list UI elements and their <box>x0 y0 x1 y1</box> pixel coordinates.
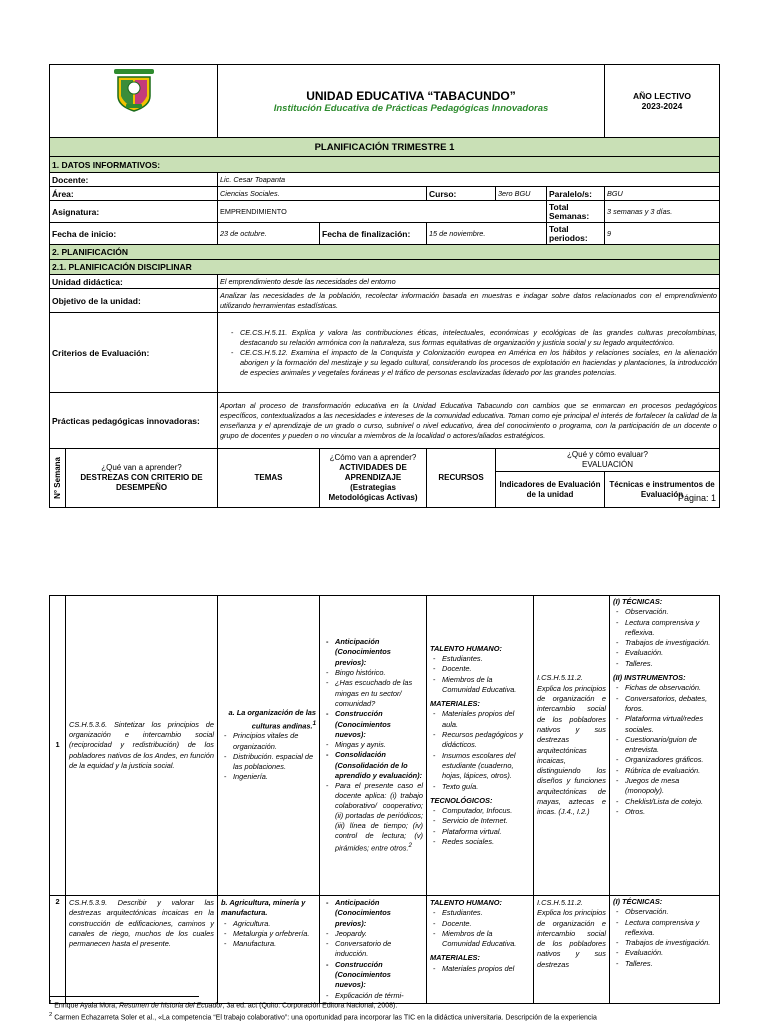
tecnicas-cell <box>610 596 720 896</box>
col-destrezas-question: ¿Qué van a aprender? <box>101 463 182 472</box>
year-value: 2023-2024 <box>641 101 683 111</box>
area-label: Área: <box>50 187 218 201</box>
criterio-item: - CE.CS.H.5.11. Explica y valora las contribuciones éticas, intelectuales, económicas y ecológicas de las grandes culturas precolombinas, destacando su relación armónica con la naturaleza, sus formas equitativas de organización y justicia social y su legado arquitectónico. <box>240 328 717 348</box>
list-item: - Otros. <box>625 807 716 817</box>
school-name: UNIDAD EDUCATIVA “TABACUNDO” <box>306 88 516 103</box>
list-item: - Talleres. <box>625 959 716 969</box>
actividades-cell <box>320 596 427 896</box>
list-item: - Observación. <box>625 607 716 617</box>
list-item: - Estudiantes. <box>442 654 530 664</box>
asignatura-label: Asignatura: <box>50 201 218 223</box>
list-item: - Ingeniería. <box>233 772 316 782</box>
list-item: - Distribución. espacial de las poblaciones. <box>233 752 316 773</box>
recursos-cell <box>427 596 534 896</box>
footnote-text: , 3a ed. act (Quito: Corporación Editora Nacional, 2008). <box>222 1002 398 1010</box>
list-item: - ¿Has escuchado de las mingas en tu sector/ comunidad? <box>335 678 423 709</box>
list-item: - Servicio de Internet. <box>442 816 530 826</box>
plan-title: PLANIFICACIÓN TRIMESTRE 1 <box>50 138 720 157</box>
practicas-label: Prácticas pedagógicas innovadoras: <box>50 393 218 449</box>
school-logo-icon <box>112 68 156 112</box>
practicas-value: Aportan al proceso de transformación educativa en la Unidad Educativa Tabacundo con cambios que se enmarcan en procesos pedagógicos específicos, contextualizados a las necesidades e intereses de la comunidad educativa. Toman como eje principal el interés de fortalecer la calidad de la enseñanza y el aprendizaje de un grado o curso, subnivel o nivel educativo, área del conocimiento o programa, con la participación de un docente o grupo de docentes y pueden o no vincular a miembros de la localidad o actores/aliados estratégicos. <box>218 393 720 449</box>
page-number: Página: 1 <box>677 493 716 503</box>
footnote-text: Carmen Echazarreta Soler et al., «La competencia “El trabajo colaborativo”: una oportunidad para incorporar las TIC en la didáctica universitaria. Descripción de la experiencia <box>54 1014 597 1022</box>
footnote-number: 1 <box>49 1000 53 1006</box>
list-item: - Insumos escolares del estudiante (cuaderno, hojas, lápices, otros). <box>442 751 530 782</box>
objetivo-label: Objetivo de la unidad: <box>50 289 218 313</box>
recursos-talento: TALENTO HUMANO: <box>430 898 502 907</box>
recursos-talento: TALENTO HUMANO: <box>430 643 502 653</box>
list-item: - Lectura comprensiva y reflexiva. <box>625 618 716 639</box>
destreza-text: CS.H.5.3.6. Sintetizar los principios de organización e intercambio social (reciprocidad y redistribución) de los pobladores nativos de los Andes, en función de la equidad y la justicia social. <box>66 596 218 896</box>
list-item: - Miembros de la Comunidad Educativa. <box>442 929 530 950</box>
col-actividades-title: ACTIVIDADES DE APRENDIZAJE (Estrategias Metodológicas Activas) <box>328 463 418 502</box>
table-row <box>50 896 720 1004</box>
paralelo-label: Paralelo/s: <box>547 187 605 201</box>
list-item: - Redes sociales. <box>442 837 530 847</box>
list-item: - Cheklist/Lista de cotejo. <box>625 797 716 807</box>
list-item: - Conversatorios, debates, foros. <box>625 694 716 715</box>
docente-label: Docente: <box>50 173 218 187</box>
fin-label: Fecha de finalización: <box>320 223 427 245</box>
fin-value: 15 de noviembre. <box>427 223 547 245</box>
list-item: - Trabajos de investigación. <box>625 638 716 648</box>
col-tecnicas: Técnicas e instrumentos de Evaluación <box>605 472 720 508</box>
list-item: - Miembros de la Comunidad Educativa. <box>442 675 530 696</box>
list-item: - Cuestionario/guion de entrevista. <box>625 735 716 756</box>
col-evaluacion-question: ¿Qué y cómo evaluar? <box>567 450 648 459</box>
objetivo-value: Analizar las necesidades de la población, recolectar información basada en muestras e indagar sobre datos relacionados con el emprendimiento utilizando herramientas estadísticas. <box>218 289 720 313</box>
inicio-label: Fecha de inicio: <box>50 223 218 245</box>
paralelo-value: BGU <box>605 187 720 201</box>
list-item: - Bingo histórico. <box>335 668 423 678</box>
tecnicas-title: (I) TÉCNICAS: <box>613 897 663 906</box>
list-item: - Mingas y aynis. <box>335 740 423 750</box>
tecnicas-cell <box>610 896 720 1004</box>
docente-value: Lic. Cesar Toapanta <box>218 173 720 187</box>
phase-label: - Consolidación (Consolidación de lo aprendido y evaluación): <box>335 750 423 781</box>
tema-title: a. La organización de las culturas andinas. <box>228 708 316 730</box>
section-planificacion: 2. PLANIFICACIÓN <box>50 245 720 260</box>
curso-label: Curso: <box>427 187 496 201</box>
tema-cell <box>218 896 320 1004</box>
periodos-value: 9 <box>605 223 720 245</box>
planning-body-table <box>49 595 720 1004</box>
col-recursos: RECURSOS <box>427 449 496 508</box>
criterios-label: Criterios de Evaluación: <box>50 313 218 393</box>
list-item: - Principios vitales de organización. <box>233 731 316 752</box>
list-item: - Juegos de mesa (monopoly). <box>625 776 716 797</box>
list-item: - Estudiantes. <box>442 908 530 918</box>
inicio-value: 23 de octubre. <box>218 223 320 245</box>
list-item: - Docente. <box>442 664 530 674</box>
footnote-title: Resumen de historia del Ecuador <box>119 1002 223 1010</box>
planning-header-table <box>49 64 720 508</box>
tecnicas-title: (I) TÉCNICAS: <box>613 597 663 606</box>
destreza-text: CS.H.5.3.9. Describir y valorar las destrezas arquitectónicas incaicas en la construcción de edificaciones, caminos y canales de riego, muchos de los cuales permanecen hasta el presente. <box>66 896 218 1004</box>
list-item: - Fichas de observación. <box>625 683 716 693</box>
col-semana <box>50 449 66 508</box>
asignatura-value: EMPRENDIMIENTO <box>218 201 547 223</box>
footnote-ref: 2 <box>408 842 412 850</box>
footnote-divider <box>49 996 199 997</box>
col-evaluacion <box>496 449 720 472</box>
list-item: - Evaluación. <box>625 948 716 958</box>
list-item: - Docente. <box>442 919 530 929</box>
indicador-text: I.CS.H.5.11.2. Explica los principios de organización e intercambio social de los pobladores nativos y sus destrezas <box>534 896 610 1004</box>
list-item: - Trabajos de investigación. <box>625 938 716 948</box>
list-item: - Metalurgia y orfebrería. <box>233 929 316 939</box>
col-indicadores: Indicadores de Evaluación de la unidad <box>496 472 605 508</box>
list-item: - Materiales propios del <box>442 964 530 974</box>
school-subtitle: Institución Educativa de Prácticas Pedagógicas Innovadoras <box>273 102 549 114</box>
col-actividades <box>320 449 427 508</box>
recursos-cell <box>427 896 534 1004</box>
col-destrezas-title: DESTREZAS CON CRITERIO DE DESEMPEÑO <box>80 473 203 492</box>
table-row <box>50 596 720 896</box>
list-item: Para el presente caso el docente aplica: (i) trabajo colaborativo/ cooperativo; (ii) portadas de periódicos; (iii) línea de tiempo; (iv) control de lectura; (v) pirámides; entre otros. <box>335 781 423 853</box>
list-item: - Lectura comprensiva y reflexiva. <box>625 918 716 939</box>
phase-label: - Construcción (Conocimientos nuevos): <box>335 960 423 991</box>
curso-value: 3ero BGU <box>496 187 547 201</box>
criterio-item: - CE.CS.H.5.12. Examina el impacto de la Conquista y Colonización europea en América en los hábitos y relaciones sociales, en la alienación aborigen y la formación del mestizaje y su legado cultural, considerando los procesos de explotación en haciendas y plantaciones, la introducción de especies animales y vegetales foráneas y el tráfico de personas esclavizadas liderado por las grandes potencias. <box>240 348 717 378</box>
list-item: - Plataforma virtual. <box>442 827 530 837</box>
unidad-label: Unidad didáctica: <box>50 275 218 289</box>
section-datos: 1. DATOS INFORMATIVOS: <box>50 157 720 173</box>
school-cell <box>218 65 605 138</box>
list-item: - Conversatorio de inducción. <box>335 939 423 960</box>
list-item: - Recursos pedagógicos y didácticos. <box>442 730 530 751</box>
col-temas: TEMAS <box>218 449 320 508</box>
list-item: - Agricultura. <box>233 919 316 929</box>
list-item: - Talleres. <box>625 659 716 669</box>
phase-label: - Anticipación (Conocimientos previos): <box>335 898 423 929</box>
recursos-materiales: MATERIALES: <box>430 953 480 963</box>
subsection-disciplinar: 2.1. PLANIFICACIÓN DISCIPLINAR <box>50 260 720 275</box>
list-item: - Manufactura. <box>233 939 316 949</box>
indicador-text: I.CS.H.5.11.2. Explica los principios de organización e intercambio social de los pobladores nativos y sus destrezas arquitectónicas incaicas, distinguiendo los diseños y funciones arquitectónicas de mayas, aztecas e incas. (J.4., I.2.) <box>534 596 610 896</box>
footnote-2 <box>49 1012 597 1021</box>
list-item: - Materiales propios del aula. <box>442 709 530 730</box>
list-item: - Texto guía. <box>442 782 530 792</box>
list-item: - Rúbrica de evaluación. <box>625 766 716 776</box>
footnote-number: 2 <box>49 1012 53 1018</box>
col-evaluacion-title: EVALUACIÓN <box>582 460 633 469</box>
year-label: AÑO LECTIVO <box>632 91 692 101</box>
semanas-label: Total Semanas: <box>547 201 605 223</box>
periodos-label: Total periodos: <box>547 223 605 245</box>
list-item: - Evaluación. <box>625 648 716 658</box>
list-item: - Organizadores gráficos. <box>625 755 716 765</box>
list-item: - Computador, Infocus. <box>442 806 530 816</box>
row-number: 1 <box>50 596 66 896</box>
actividades-cell <box>320 896 427 1004</box>
phase-label: - Construcción (Conocimientos nuevos): <box>335 709 423 740</box>
phase-label: - Anticipación (Conocimientos previos): <box>335 637 423 668</box>
col-actividades-question: ¿Cómo van a aprender? <box>329 453 417 462</box>
criterios-value <box>218 313 720 393</box>
footnote-ref: 1 <box>312 719 316 727</box>
year-cell <box>605 65 720 138</box>
unidad-value: El emprendimiento desde las necesidades del entorno <box>218 275 720 289</box>
recursos-tecnologicos: TECNOLÓGICOS: <box>430 795 493 805</box>
area-value: Ciencias Sociales. <box>218 187 427 201</box>
list-item: - Jeopardy. <box>335 929 423 939</box>
tema-title: b. Agricultura, minería y manufactura. <box>221 898 306 918</box>
row-number: 2 <box>50 896 66 1004</box>
footnote-text: Enrique Ayala Mora, <box>54 1002 120 1010</box>
footnote-1 <box>49 1000 397 1009</box>
instrumentos-title: (II) INSTRUMENTOS: <box>613 673 686 683</box>
semanas-value: 3 semanas y 3 días. <box>605 201 720 223</box>
tema-cell <box>218 596 320 896</box>
list-item: - Plataforma virtual/redes sociales. <box>625 714 716 735</box>
list-item: - Explicación de térmi- <box>335 991 423 1001</box>
recursos-materiales: MATERIALES: <box>430 699 480 709</box>
col-destrezas <box>66 449 218 508</box>
list-item: - Observación. <box>625 907 716 917</box>
col-semana-label: N° Semana <box>53 457 62 499</box>
